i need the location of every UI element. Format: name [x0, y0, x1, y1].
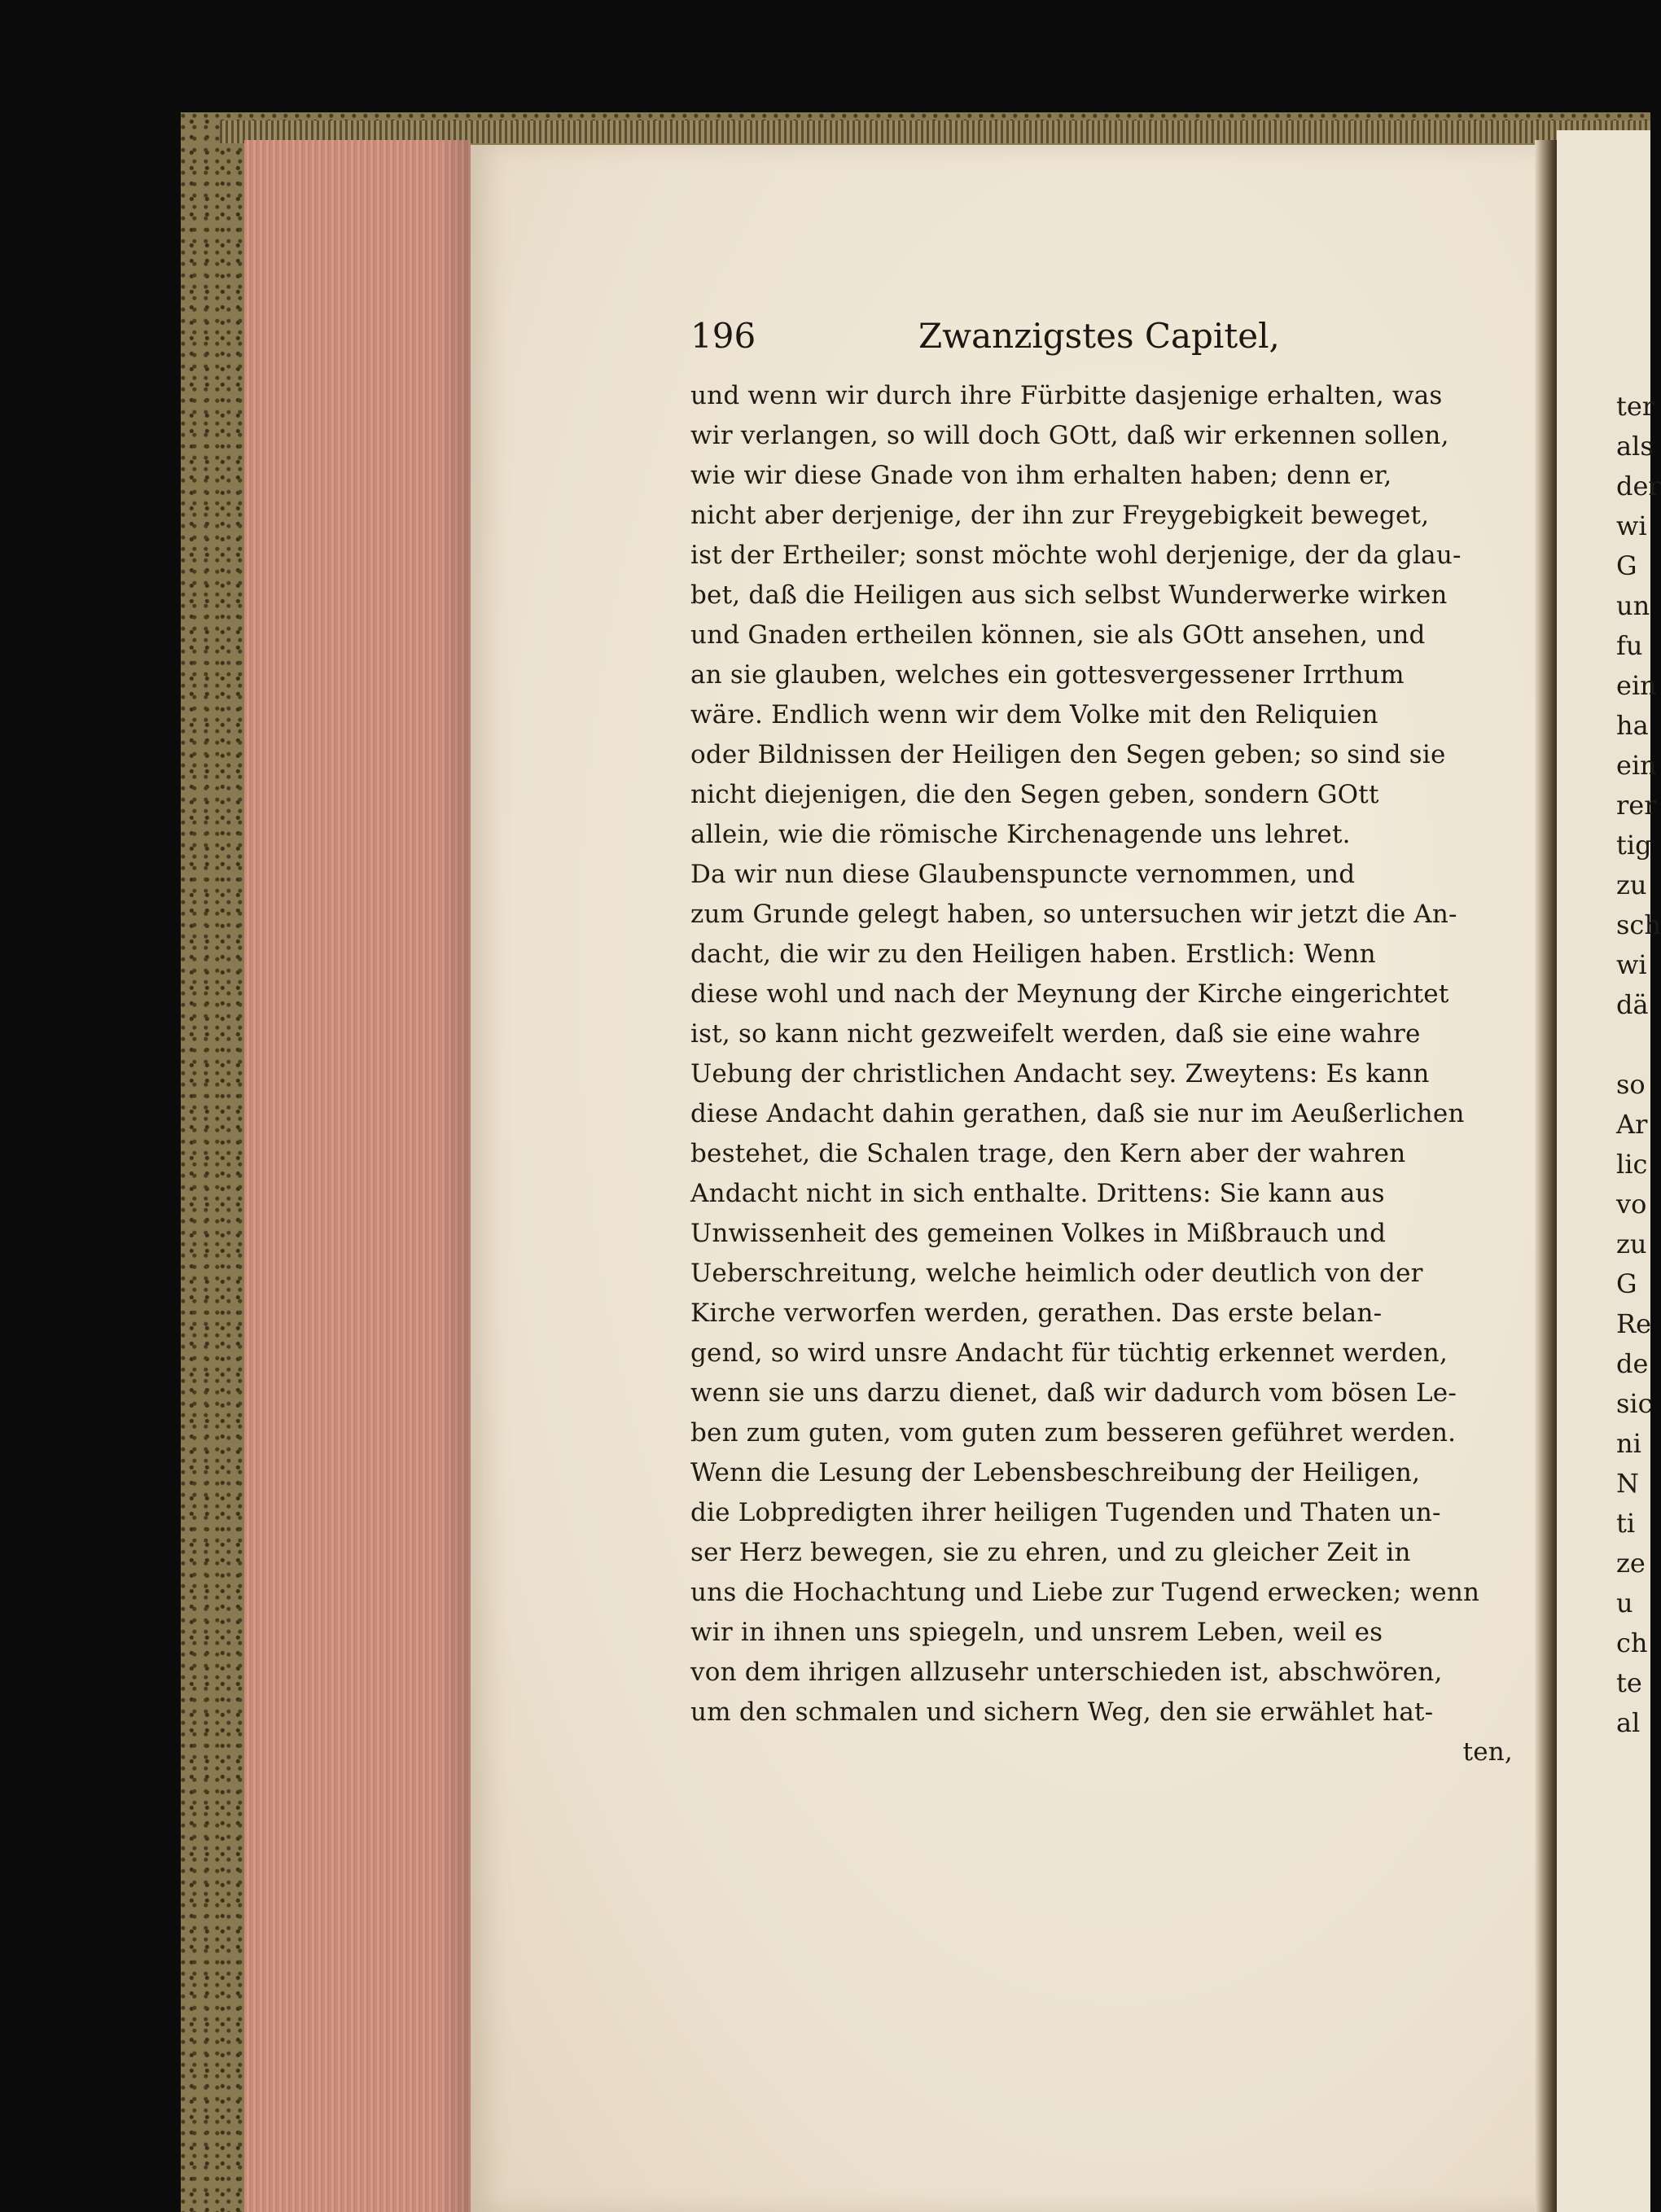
text-line: von dem ihrigen allzusehr unterschieden ist, abschwören,: [690, 1658, 1443, 1687]
fragment-line: sch: [1616, 909, 1661, 940]
fragment-line: so: [1616, 1069, 1646, 1100]
text-line: gend, so wird unsre Andacht für tüchtig erkennet werden,: [690, 1338, 1448, 1368]
text-line: ser Herz bewegen, sie zu ehren, und zu gleicher Zeit in: [690, 1538, 1411, 1567]
fragment-line: ter: [1616, 391, 1655, 422]
text-line: wenn sie uns darzu dienet, daß wir dadurch vom bösen Le-: [690, 1378, 1457, 1408]
text-line: und Gnaden ertheilen können, sie als GOtt ansehen, und: [690, 620, 1426, 650]
fragment-line: fu: [1616, 630, 1643, 661]
fragment-line: u: [1616, 1588, 1633, 1618]
fragment-line: zu: [1616, 1229, 1647, 1259]
text-line: dacht, die wir zu den Heiligen haben. Erstlich: Wenn: [690, 940, 1376, 969]
text-line: allein, wie die römische Kirchenagende uns lehret.: [690, 820, 1351, 849]
text-line: Wenn die Lesung der Lebensbeschreibung der Heiligen,: [690, 1458, 1421, 1487]
text-line: ben zum guten, vom guten zum besseren geführet werden.: [690, 1418, 1457, 1448]
page-number: 196: [690, 316, 756, 356]
text-line: ten,: [1462, 1737, 1513, 1767]
text-line: Kirche verworfen werden, gerathen. Das erste belan-: [690, 1299, 1383, 1328]
page-fore-edge: [244, 140, 471, 2212]
text-line: oder Bildnissen der Heiligen den Segen geben; so sind sie: [690, 740, 1446, 769]
fragment-line: vo: [1616, 1189, 1647, 1220]
text-line: uns die Hochachtung und Liebe zur Tugend erwecken; wenn: [690, 1578, 1480, 1607]
fragment-line: al: [1616, 1707, 1641, 1738]
fragment-line: tig: [1616, 830, 1652, 861]
text-line: Da wir nun diese Glaubenspuncte vernommen, und: [690, 860, 1356, 889]
text-line: ist der Ertheiler; sonst möchte wohl derjenige, der da glau-: [690, 541, 1462, 570]
text-line: die Lobpredigten ihrer heiligen Tugenden und Thaten un-: [690, 1498, 1441, 1527]
fragment-line: dä: [1616, 989, 1649, 1020]
text-line: an sie glauben, welches ein gottesvergessener Irrthum: [690, 660, 1405, 690]
fragment-line: als: [1616, 431, 1654, 462]
fragment-line: rer: [1616, 790, 1657, 821]
fragment-line: Re: [1616, 1308, 1652, 1339]
fragment-line: de: [1616, 1348, 1649, 1379]
fragment-line: N: [1616, 1468, 1639, 1499]
chapter-title: Zwanzigstes Capitel,: [918, 316, 1280, 356]
text-line: wie wir diese Gnade von ihm erhalten haben; denn er,: [690, 461, 1392, 490]
fragment-line: ni: [1616, 1428, 1641, 1459]
text-line: um den schmalen und sichern Weg, den sie erwählet hat-: [690, 1697, 1434, 1727]
fragment-line: der: [1616, 471, 1661, 502]
text-line: ist, so kann nicht gezweifelt werden, daß sie eine wahre: [690, 1019, 1421, 1049]
fragment-line: ch: [1616, 1627, 1648, 1658]
fragment-line: ein: [1616, 750, 1657, 781]
fragment-line: wi: [1616, 949, 1647, 980]
fragment-line: Ar: [1616, 1109, 1648, 1140]
fragment-line: lic: [1616, 1149, 1648, 1180]
fragment-line: un: [1616, 590, 1650, 621]
text-line: nicht diejenigen, die den Segen geben, sondern GOtt: [690, 780, 1379, 809]
fragment-line: ha: [1616, 710, 1649, 741]
fragment-line: G: [1616, 550, 1637, 581]
text-line: diese wohl und nach der Meynung der Kirche eingerichtet: [690, 979, 1449, 1009]
text-line: diese Andacht dahin gerathen, daß sie nur im Aeußerlichen: [690, 1099, 1465, 1128]
text-line: Unwissenheit des gemeinen Volkes in Mißbrauch und: [690, 1219, 1387, 1248]
text-line: wir in ihnen uns spiegeln, und unsrem Leben, weil es: [690, 1618, 1383, 1647]
fragment-line: te: [1616, 1667, 1642, 1698]
body-text: [690, 376, 1521, 1772]
fragment-line: zu: [1616, 869, 1647, 900]
fragment-line: ti: [1616, 1508, 1636, 1539]
text-line: bet, daß die Heiligen aus sich selbst Wunderwerke wirken: [690, 580, 1448, 610]
book-gutter: [1535, 140, 1559, 2212]
text-line: und wenn wir durch ihre Fürbitte dasjenige erhalten, was: [690, 381, 1443, 410]
text-line: Ueberschreitung, welche heimlich oder deutlich von der: [690, 1259, 1423, 1288]
text-line: zum Grunde gelegt haben, so untersuchen wir jetzt die An-: [690, 900, 1457, 929]
fragment-line: sic: [1616, 1388, 1653, 1419]
right-page-text-fragments: [1616, 387, 1661, 1743]
fragment-line: [1616, 1025, 1650, 1065]
fragment-line: ein: [1616, 670, 1657, 701]
text-line: nicht aber derjenige, der ihn zur Freygebigkeit beweget,: [690, 501, 1430, 530]
text-line: bestehet, die Schalen trage, den Kern aber der wahren: [690, 1139, 1406, 1168]
fragment-line: G: [1616, 1268, 1637, 1299]
text-line: wäre. Endlich wenn wir dem Volke mit den Reliquien: [690, 700, 1378, 729]
fragment-line: wi: [1616, 510, 1647, 541]
text-line: wir verlangen, so will doch GOtt, daß wir erkennen sollen,: [690, 421, 1449, 450]
fragment-line: ze: [1616, 1548, 1646, 1579]
text-line: Andacht nicht in sich enthalte. Drittens: Sie kann aus: [690, 1179, 1385, 1208]
text-line: Uebung der christlichen Andacht sey. Zweytens: Es kann: [690, 1059, 1430, 1088]
running-header: [690, 316, 1521, 373]
